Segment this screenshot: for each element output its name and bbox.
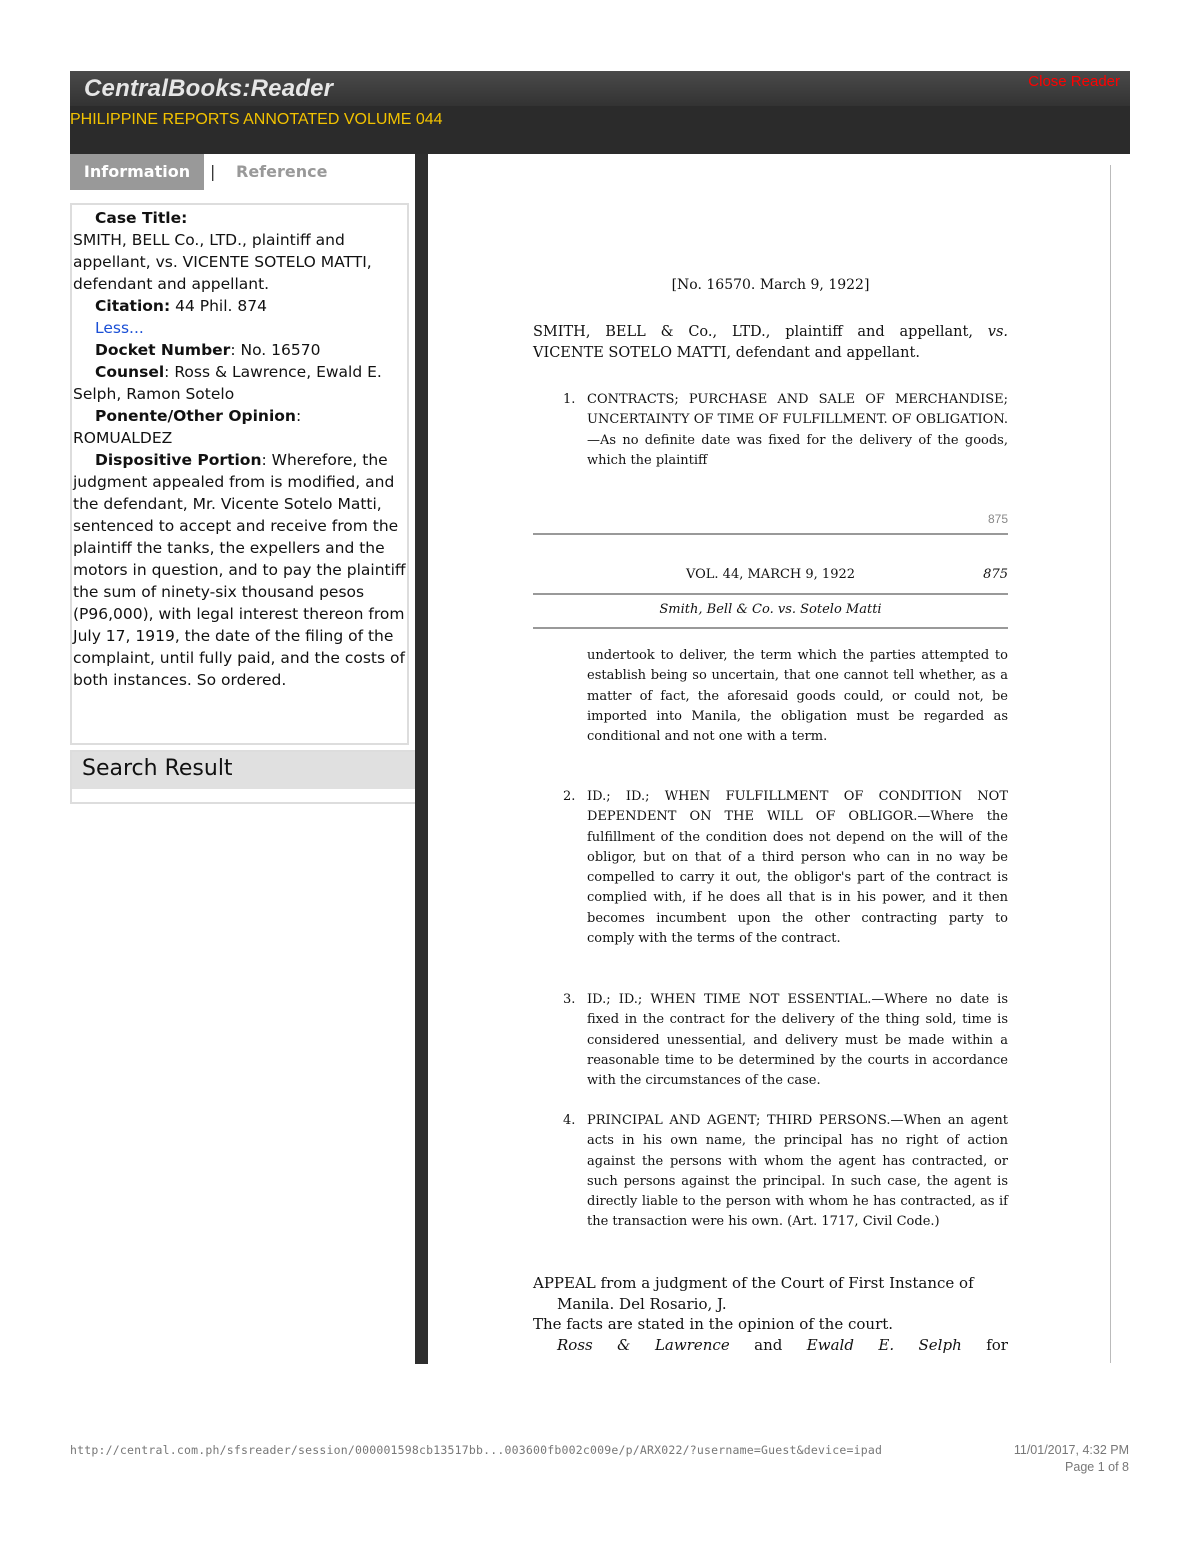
appeal-line-2: Manila. Del Rosario, J. — [557, 1294, 727, 1313]
reader-header — [70, 71, 1130, 154]
panel-tabs — [70, 154, 415, 190]
tab-reference[interactable]: Reference — [236, 162, 328, 181]
syllabus-item-2 — [533, 787, 1008, 949]
page-break-rule — [533, 533, 1008, 535]
syllabus-item-3 — [533, 990, 1008, 1091]
page-marker: 875 — [987, 512, 1008, 526]
citation-label: Citation: — [95, 297, 171, 315]
facts-line: The facts are stated in the opinion of the court. — [533, 1315, 894, 1333]
search-result-panel — [70, 750, 417, 804]
counsel-word: E. — [878, 1335, 895, 1354]
syllabus-number: 4. — [563, 1113, 576, 1128]
close-reader-link[interactable]: Close Reader — [1028, 73, 1120, 90]
tab-separator: | — [210, 162, 216, 181]
ponente-label: Ponente/Other Opinion — [95, 407, 296, 425]
case-parties — [533, 322, 1008, 364]
counsel-word: for — [986, 1335, 1008, 1354]
syllabus-text: PRINCIPAL AND AGENT; THIRD PERSONS.—When an agent acts in his own name, the principal has no right of action against the persons with whom the agent has contracted, or such persons against the principal. In such case, the agent is directly liable to the person with whom he has contracted, as if the transaction were his own. (Art. 1717, Civil Code.) — [587, 1113, 1008, 1230]
panel-divider[interactable] — [415, 154, 428, 1364]
case-information-panel: Case Title: SMITH, BELL Co., LTD., plaintiff and appellant, vs. VICENTE SOTELO MATTI, defendant and appellant. Citation: 44 Phil. 874 Less... Docket Number: No. 16570 Counsel: Ross & Lawrence, Ewald E. Selph, Ramon Sotelo Ponente/Other Opinion: ROMUALDEZ Dispositive Portion: Wherefore, the judgment appealed from is modified, and the defendant, Mr. Vicente Sotelo Matti, sentenced to accept and receive from the plaintiff the tanks, the expellers and the motors in question, and to pay the plaintiff the sum of ninety-six thousand pesos (P96,000), with legal interest thereon from July 17, 1919, the date of the filing of the complaint, until fully paid, and the costs of both instances. So ordered. — [70, 203, 409, 745]
counsel-word: and — [754, 1335, 783, 1354]
dispositive-label: Dispositive Portion — [95, 451, 262, 469]
footer-page-number: Page 1 of 8 — [1065, 1460, 1129, 1474]
case-title-label: Case Title: — [95, 209, 188, 227]
counsel-word: Ewald — [806, 1335, 854, 1354]
docket-label: Docket Number — [95, 341, 231, 359]
ponente-value: ROMUALDEZ — [73, 429, 173, 447]
app-title: CentralBooks:Reader — [84, 75, 334, 102]
tab-information[interactable]: Information — [70, 154, 204, 190]
citation-value: 44 Phil. 874 — [175, 297, 267, 315]
syllabus-number: 3. — [563, 992, 576, 1007]
case-title-value: SMITH, BELL Co., LTD., plaintiff and appellant, vs. VICENTE SOTELO MATTI, defendant and appellant. — [73, 231, 372, 293]
syllabus-text: ID.; ID.; WHEN FULFILLMENT OF CONDITION NOT DEPENDENT ON THE WILL OF OBLIGOR.—Where the fulfillment of the condition does not depend on the will of the obligor, but on that of a third person who can in no way be compelled to carry it out, the obligor's part of the contract is complied with, if he does all that is in his power, and it then becomes incumbent upon the other contracting party to comply with the terms of the contract. — [587, 789, 1008, 947]
dispositive-value: Wherefore, the judgment appealed from is modified, and the defendant, Mr. Vicente Sotelo Matti, sentenced to accept and receive from the plaintiff the tanks, the expellers and the motors in question, and to pay the plaintiff the sum of ninety-six thousand pesos (P96,000), with legal interest thereon from July 17, 1919, the date of the filing of the complaint, until fully paid, and the costs of both instances. So ordered. — [73, 451, 406, 689]
parties-line-2: VICENTE SOTELO MATTI, defendant and appellant. — [533, 345, 920, 361]
case-caption: [No. 16570. March 9, 1922] — [671, 277, 870, 293]
counsel-word: & — [617, 1335, 631, 1354]
running-head-title: VOL. 44, MARCH 9, 1922 — [685, 567, 856, 582]
parties-line-1: SMITH, BELL & Co., LTD., plaintiff and appellant, — [533, 324, 973, 340]
running-head-rule — [533, 593, 1008, 595]
running-head — [533, 567, 1008, 582]
counsel-word: Selph — [918, 1335, 962, 1354]
header-title-bar — [70, 71, 1130, 106]
syllabus-item-4 — [533, 1111, 1008, 1233]
parties-vs: vs. — [987, 324, 1008, 340]
short-title-rule — [533, 627, 1008, 629]
footer-url: http://central.com.ph/sfsreader/session/000001598cb13517bb...003600fb002c009e/p/ARX022/?username=Guest&device=ipad — [70, 1443, 883, 1457]
search-result-title: Search Result — [82, 756, 233, 781]
syllabus-item-1 — [533, 390, 1008, 471]
less-link[interactable]: Less... — [95, 319, 144, 337]
footer-datetime: 11/01/2017, 4:32 PM — [1013, 1443, 1129, 1457]
reader-page-edge — [1110, 165, 1111, 1363]
syllabus-item-1-continued — [533, 646, 1008, 747]
syllabus-number: 1. — [563, 392, 576, 407]
counsel-label: Counsel — [95, 363, 165, 381]
syllabus-text: CONTRACTS; PURCHASE AND SALE OF MERCHANDISE; UNCERTAINTY OF TIME OF FULFILLMENT. OF OBLIGATION.—As no definite date was fixed for the delivery of the goods, which the plaintiff — [587, 392, 1008, 468]
syllabus-number: 2. — [563, 789, 576, 804]
counsel-word: Lawrence — [654, 1335, 730, 1354]
appeal-paragraph — [533, 1273, 1008, 1355]
docket-value: No. 16570 — [240, 341, 321, 359]
counsel-value: Ross & Lawrence, Ewald E. Selph, Ramon Sotelo — [73, 363, 382, 403]
volume-title: PHILIPPINE REPORTS ANNOTATED VOLUME 044 — [70, 111, 443, 128]
syllabus-continued-text: undertook to deliver, the term which the parties attempted to establish being so uncertain, that one cannot tell whether, as a matter of fact, the aforesaid goods could, or could not, be imported into Manila, the obligation must be regarded as conditional and not one with a term. — [587, 648, 1008, 745]
short-title: Smith, Bell & Co. vs. Sotelo Matti — [659, 602, 882, 617]
appeal-line-1: APPEAL from a judgment of the Court of First Instance of — [533, 1274, 974, 1292]
syllabus-text: ID.; ID.; WHEN TIME NOT ESSENTIAL.—Where no date is fixed in the contract for the delivery of the thing sold, time is considered unessential, and delivery must be made within a reasonable time to be determined by the courts in accordance with the circumstances of the case. — [587, 992, 1008, 1089]
search-result-header — [72, 752, 415, 789]
counsel-word: Ross — [557, 1335, 593, 1354]
running-head-page: 875 — [983, 567, 1008, 582]
counsel-line — [533, 1335, 1008, 1356]
